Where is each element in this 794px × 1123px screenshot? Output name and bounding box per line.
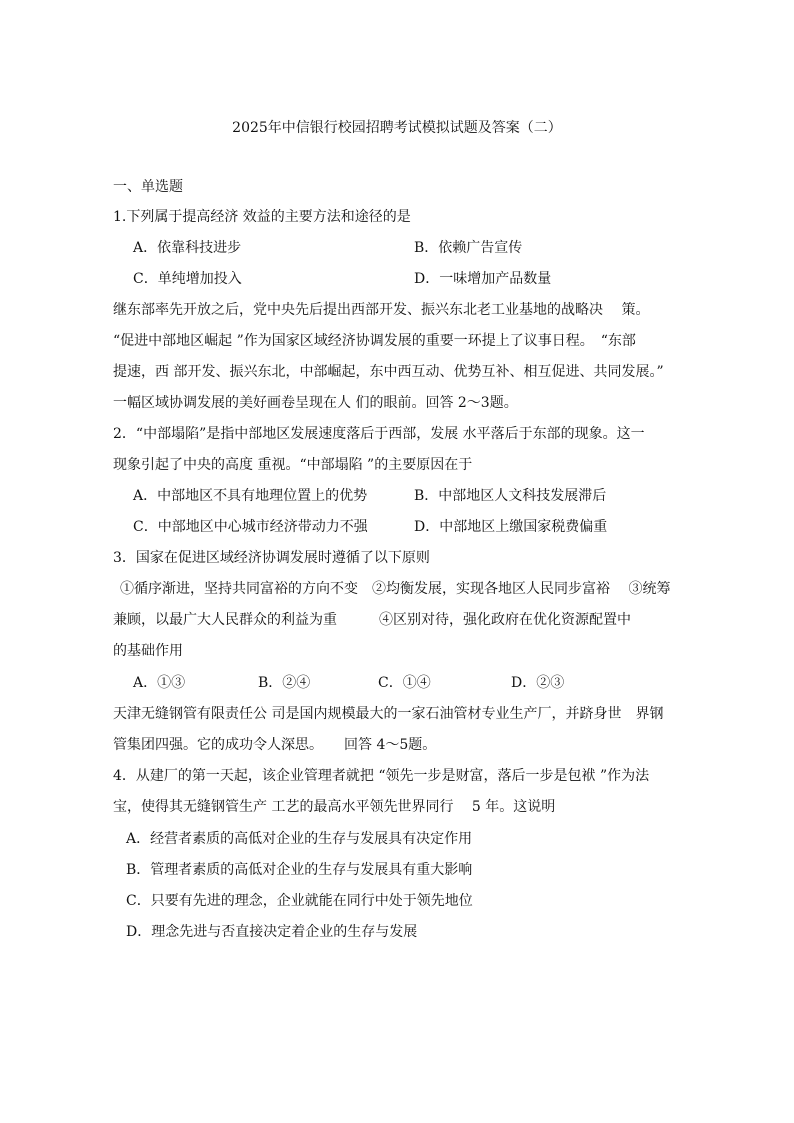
q3-option-c: C．①④ [378, 675, 431, 691]
passage-1-line: 继东部率先开放之后，党中央先后提出西部开发、振兴东北老工业基地的战略决 策。 [113, 302, 650, 318]
q2-option-c: C．中部地区中心城市经济带动力不强 [133, 519, 368, 535]
question-2-stem: 2．“中部塌陷”是指中部地区发展速度落后于西部，发展 水平落后于东部的现象。这一 [113, 426, 645, 442]
q4-option-c: C．只要有先进的理念，企业就能在同行中处于领先地位 [126, 893, 473, 909]
q3-principles-line: 兼顾，以最广大人民群众的利益为重 ④区别对待，强化政府在优化资源配置中 [113, 612, 631, 628]
q1-option-b: B．依赖广告宣传 [414, 240, 523, 256]
q3-option-a: A．①③ [133, 675, 186, 691]
page-title: 2025年中信银行校园招聘考试模拟试题及答案（二） [232, 120, 562, 136]
q3-principles-line: ①循序渐进，坚持共同富裕的方向不变 ②均衡发展，实现各地区人民同步富裕 ③统筹 [120, 581, 671, 597]
passage-2-line: 天津无缝钢管有限责任公 司是国内规模最大的一家石油管材专业生产厂，并跻身世 界钢 [113, 706, 664, 722]
question-2-stem: 现象引起了中央的高度 重视。“中部塌陷 ”的主要原因在于 [113, 457, 473, 473]
section-heading: 一、单选题 [113, 179, 183, 195]
q2-option-d: D．中部地区上缴国家税费偏重 [414, 519, 608, 535]
q2-option-a: A．中部地区不具有地理位置上的优势 [133, 488, 368, 504]
q4-option-a: A．经营者素质的高低对企业的生存与发展具有决定作用 [126, 831, 473, 847]
q4-option-d: D．理念先进与否直接决定着企业的生存与发展 [126, 924, 418, 940]
passage-1-line: 一幅区域协调发展的美好画卷呈现在人 们的眼前。回答 2～3题。 [113, 395, 518, 411]
q1-option-c: C．单纯增加投入 [133, 271, 242, 287]
passage-1-line: “促进中部地区崛起 ”作为国家区域经济协调发展的重要一环提上了议事日程。 “东部 [113, 333, 636, 349]
question-4-stem: 宝，使得其无缝钢管生产 工艺的最高水平领先世界同行 5 年。这说明 [113, 799, 556, 815]
passage-1-line: 提速，西 部开发、振兴东北，中部崛起，东中西互动、优势互补、相互促进、共同发展。” [113, 364, 664, 380]
question-4-stem: 4．从建厂的第一天起，该企业管理者就把 “领先一步是财富，落后一步是包袱 ”作为法 [113, 768, 650, 784]
q3-option-b: B．②④ [258, 675, 311, 691]
q1-option-d: D．一味增加产品数量 [414, 271, 552, 287]
q4-option-b: B．管理者素质的高低对企业的生存与发展具有重大影响 [126, 862, 473, 878]
passage-2-line: 管集团四强。它的成功令人深思。 回答 4～5题。 [113, 737, 437, 753]
question-1-stem: 1.下列属于提高经济 效益的主要方法和途径的是 [113, 209, 411, 225]
q1-option-a: A．依靠科技进步 [133, 240, 242, 256]
q2-option-b: B．中部地区人文科技发展滞后 [414, 488, 607, 504]
question-3-stem: 3．国家在促进区域经济协调发展时遵循了以下原则 [113, 550, 430, 566]
q3-principles-line: 的基础作用 [113, 643, 183, 659]
q3-option-d: D．②③ [511, 675, 565, 691]
